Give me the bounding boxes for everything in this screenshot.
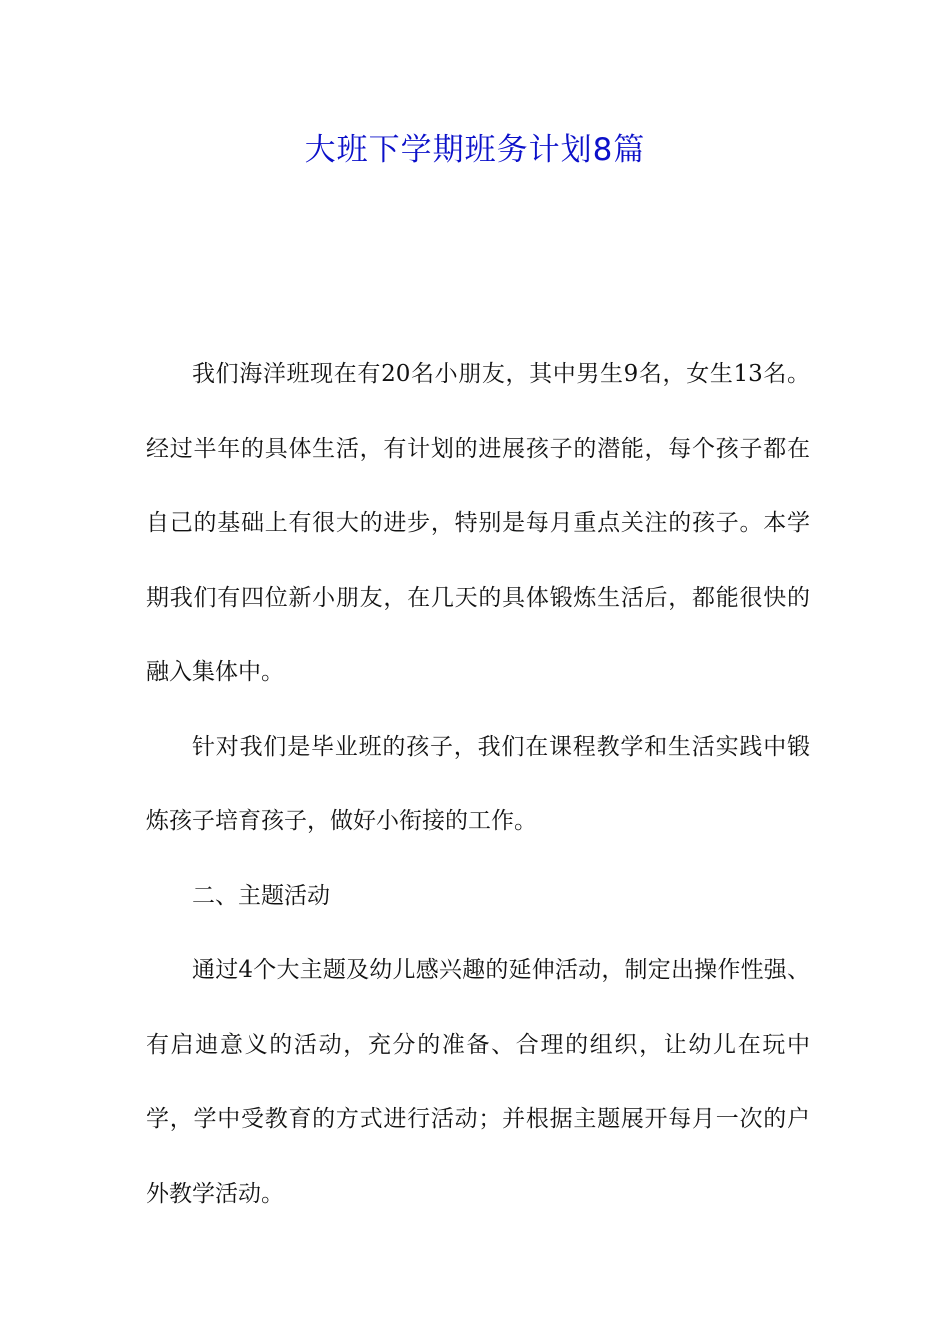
paragraph-theme-activities: 通过4个大主题及幼儿感兴趣的延伸活动，制定出操作性强、有启迪意义的活动，充分的准备、合理的组织，让幼儿在玩中学，学中受教育的方式进行活动；并根据主题展开每月一次的户外教学活动。 — [146, 957, 810, 1207]
document-body — [146, 337, 810, 1231]
paragraph-class-overview: 我们海洋班现在有20名小朋友，其中男生9名，女生13名。经过半年的具体生活，有计划的进展孩子的潜能，每个孩子都在自己的基础上有很大的进步，特别是每月重点关注的孩子。本学期我们有四位新小朋友，在几天的具体锻炼生活后，都能很快的融入集体中。 — [146, 361, 810, 685]
document-title: 大班下学期班务计划8篇 — [304, 132, 646, 168]
paragraph-graduating-class: 针对我们是毕业班的孩子，我们在课程教学和生活实践中锻炼孩子培育孩子，做好小衔接的工作。 — [146, 733, 810, 834]
section-heading-theme-activities: 二、主题活动 — [192, 882, 330, 909]
